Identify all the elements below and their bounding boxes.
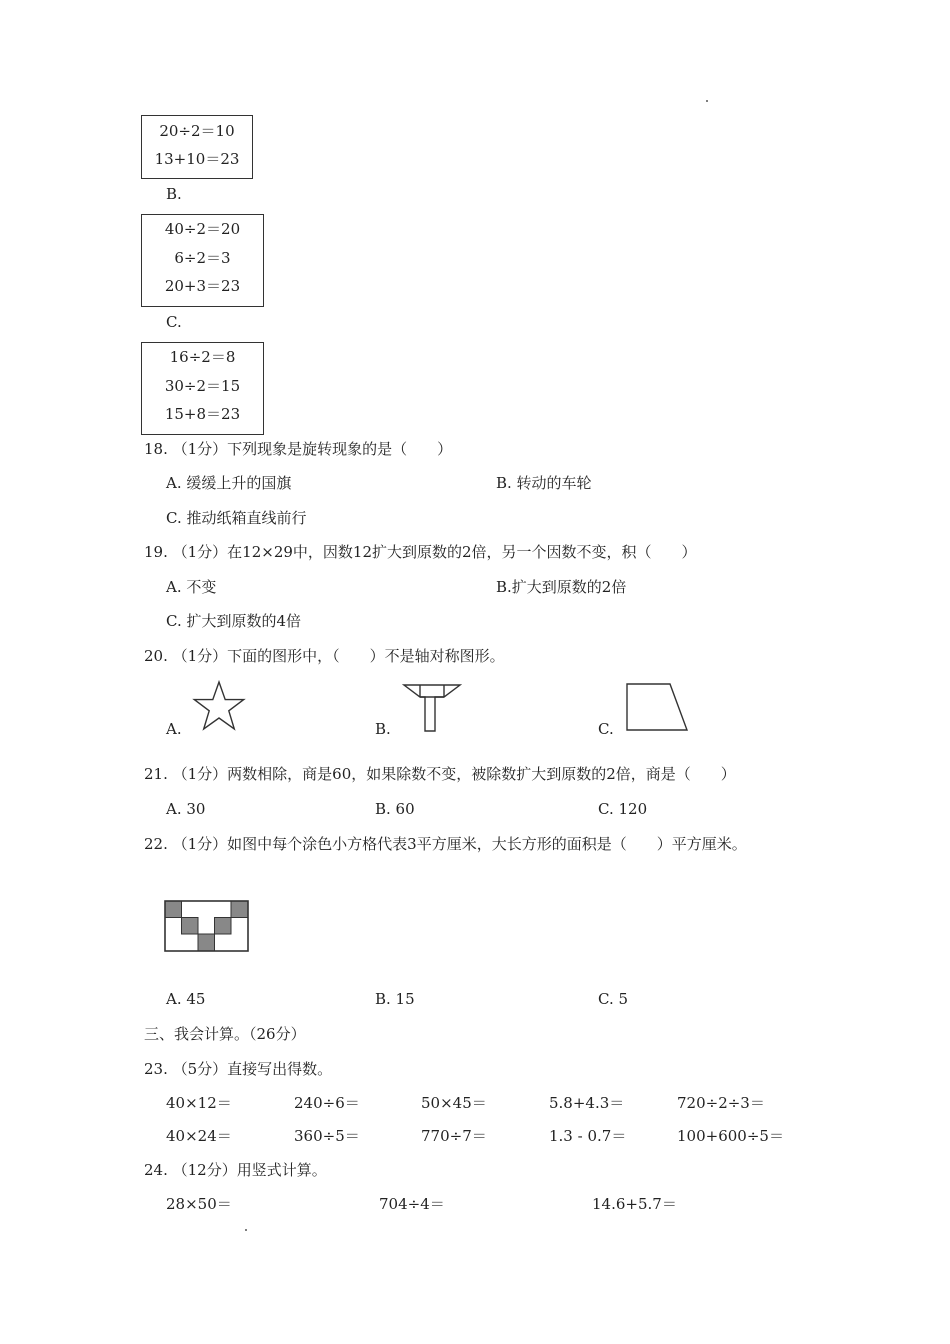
q23-item: 40×24＝ bbox=[166, 1127, 232, 1145]
option-b-box bbox=[141, 214, 264, 307]
section-3-heading: 三、我会计算。（26分） bbox=[144, 1025, 306, 1043]
scan-speck bbox=[706, 100, 708, 102]
q23-item: 50×45＝ bbox=[421, 1094, 487, 1112]
option-a-box bbox=[141, 115, 253, 179]
option-a-line-1: 20÷2＝10 bbox=[159, 122, 235, 140]
q20-option-a: A. bbox=[166, 720, 182, 738]
q24-item: 28×50＝ bbox=[166, 1195, 232, 1213]
q24-item: 14.6+5.7＝ bbox=[592, 1195, 677, 1213]
option-c-label: C. bbox=[166, 313, 182, 331]
q23-item: 240÷6＝ bbox=[294, 1094, 360, 1112]
q23-item: 1.3 - 0.7＝ bbox=[549, 1127, 627, 1145]
q18-option-b: B. 转动的车轮 bbox=[496, 474, 592, 492]
option-c-box bbox=[141, 342, 264, 435]
q22-option-a: A. 45 bbox=[166, 990, 206, 1008]
option-c-line-2: 30÷2＝15 bbox=[164, 377, 241, 395]
q23-stem: 23. （5分）直接写出得数。 bbox=[144, 1060, 333, 1078]
option-c-line-1: 16÷2＝8 bbox=[169, 348, 236, 366]
t-shape-figure bbox=[402, 683, 462, 733]
q20-option-b: B. bbox=[375, 720, 391, 738]
q23-item: 40×12＝ bbox=[166, 1094, 232, 1112]
option-b-line-2: 6÷2＝3 bbox=[174, 249, 231, 267]
q18-option-a: A. 缓缓上升的国旗 bbox=[166, 474, 292, 492]
q19-option-c: C. 扩大到原数的4倍 bbox=[166, 612, 302, 630]
star-figure bbox=[192, 680, 246, 732]
q22-option-c: C. 5 bbox=[598, 990, 629, 1008]
option-c-line-3: 15+8＝23 bbox=[164, 405, 241, 423]
scan-speck bbox=[245, 1229, 247, 1231]
q24-stem: 24. （12分）用竖式计算。 bbox=[144, 1161, 327, 1179]
option-b-label: B. bbox=[166, 185, 182, 203]
q22-option-b: B. 15 bbox=[375, 990, 415, 1008]
q21-option-a: A. 30 bbox=[166, 800, 206, 818]
q18-option-c: C. 推动纸箱直线前行 bbox=[166, 509, 307, 527]
q23-item: 720÷2÷3＝ bbox=[677, 1094, 765, 1112]
q21-option-c: C. 120 bbox=[598, 800, 648, 818]
q23-item: 5.8+4.3＝ bbox=[549, 1094, 625, 1112]
q20-stem: 20. （1分）下面的图形中，（ ）不是轴对称图形。 bbox=[144, 647, 505, 665]
q23-item: 770÷7＝ bbox=[421, 1127, 487, 1145]
q21-stem: 21. （1分）两数相除，商是60，如果除数不变，被除数扩大到原数的2倍，商是（ ） bbox=[144, 765, 736, 783]
q20-option-c: C. bbox=[598, 720, 614, 738]
q19-option-a: A. 不变 bbox=[166, 578, 217, 596]
q23-item: 360÷5＝ bbox=[294, 1127, 360, 1145]
q21-option-b: B. 60 bbox=[375, 800, 415, 818]
option-a-line-2: 13+10＝23 bbox=[154, 150, 240, 168]
option-b-line-1: 40÷2＝20 bbox=[164, 220, 241, 238]
q24-item: 704÷4＝ bbox=[379, 1195, 445, 1213]
q22-stem: 22. （1分）如图中每个涂色小方格代表3平方厘米，大长方形的面积是（ ）平方厘米。 bbox=[144, 835, 747, 853]
trapezoid-figure bbox=[624, 682, 690, 732]
q19-stem: 19. （1分）在12×29中，因数12扩大到原数的2倍，另一个因数不变，积（ ） bbox=[144, 543, 697, 561]
grid-figure bbox=[164, 900, 250, 954]
q18-stem: 18. （1分）下列现象是旋转现象的是（ ） bbox=[144, 440, 453, 458]
q19-option-b: B.扩大到原数的2倍 bbox=[496, 578, 627, 596]
q23-item: 100+600÷5＝ bbox=[677, 1127, 784, 1145]
option-b-line-3: 20+3＝23 bbox=[164, 277, 241, 295]
